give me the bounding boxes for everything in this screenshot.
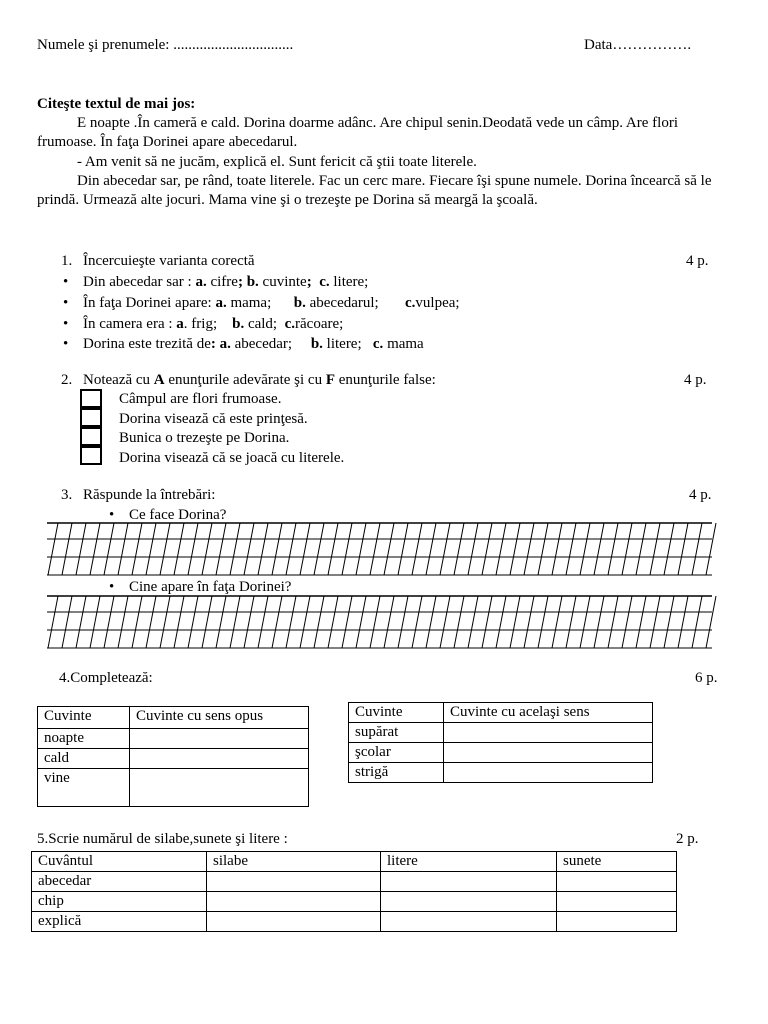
slant-line bbox=[174, 523, 184, 575]
q1-option-text[interactable]: cifre bbox=[206, 274, 238, 290]
slant-line bbox=[594, 523, 604, 575]
slant-line bbox=[272, 596, 282, 648]
q4-title: 4.Completează: bbox=[59, 670, 153, 686]
slant-line bbox=[146, 596, 156, 648]
reading-paragraph-1: E noapte .În cameră e cald. Dorina doarme adânc. Are chipul senin.Deodată vede un câmp. Are flori frumoase. În faţa Dorinei apare abecedarul. bbox=[37, 115, 678, 151]
answer-cell[interactable] bbox=[557, 892, 677, 912]
table-cell-word: cald bbox=[38, 749, 130, 769]
answer-cell[interactable] bbox=[557, 872, 677, 892]
table-header: Cuvântul bbox=[32, 852, 207, 872]
slant-line bbox=[622, 596, 632, 648]
table-header: silabe bbox=[207, 852, 381, 872]
answer-cell[interactable] bbox=[557, 912, 677, 932]
slant-line bbox=[104, 596, 114, 648]
slant-line bbox=[76, 596, 86, 648]
slant-line bbox=[594, 596, 604, 648]
answer-cell[interactable] bbox=[381, 872, 557, 892]
q1-option-text[interactable]: vulpea; bbox=[415, 295, 460, 311]
slant-line bbox=[160, 523, 170, 575]
slant-line bbox=[468, 596, 478, 648]
q1-option-stem: Din abecedar sar : bbox=[83, 274, 196, 290]
slant-line bbox=[160, 596, 170, 648]
slant-line bbox=[538, 523, 548, 575]
slant-line bbox=[622, 523, 632, 575]
q1-option-text[interactable]: . frig; bbox=[183, 316, 218, 332]
date-field-label: Data……………. bbox=[584, 37, 692, 53]
q2-letter-f: F bbox=[325, 372, 335, 388]
slant-line bbox=[314, 596, 324, 648]
slant-line bbox=[244, 523, 254, 575]
antonyms-table bbox=[37, 706, 309, 807]
table-cell-word: strigă bbox=[349, 763, 444, 783]
slant-line bbox=[314, 523, 324, 575]
slant-line bbox=[440, 596, 450, 648]
q2-number: 2. bbox=[61, 372, 73, 388]
slant-line bbox=[174, 596, 184, 648]
q3-question-1: • Ce face Dorina? bbox=[129, 506, 226, 525]
q1-option-letter[interactable]: b. bbox=[232, 316, 245, 332]
slant-line bbox=[90, 596, 100, 648]
q1-points: 4 p. bbox=[686, 253, 709, 269]
answer-cell[interactable] bbox=[444, 743, 653, 763]
q1-option-letter[interactable]: a bbox=[176, 316, 184, 332]
q1-option-text[interactable]: abecedar; bbox=[230, 336, 293, 352]
slant-line bbox=[608, 523, 618, 575]
slant-line bbox=[496, 596, 506, 648]
slant-line bbox=[384, 596, 394, 648]
q2-points: 4 p. bbox=[684, 372, 707, 388]
slant-line bbox=[230, 596, 240, 648]
slant-line bbox=[692, 596, 702, 648]
q1-option-letter[interactable]: a. bbox=[195, 274, 207, 290]
statement-3: Bunica o trezeşte pe Dorina. bbox=[119, 430, 290, 446]
slant-line bbox=[650, 523, 660, 575]
answer-cell[interactable] bbox=[130, 729, 309, 749]
q1-option-text[interactable]: mama; bbox=[226, 295, 272, 311]
slant-line bbox=[412, 523, 422, 575]
q1-option-text[interactable]: mama bbox=[383, 336, 424, 352]
slant-line bbox=[524, 523, 534, 575]
slant-line bbox=[412, 596, 422, 648]
slant-line bbox=[636, 523, 646, 575]
table-cell-word: explică bbox=[32, 912, 207, 932]
answer-cell[interactable] bbox=[207, 892, 381, 912]
q1-option-text[interactable]: litere; bbox=[329, 274, 369, 290]
slant-line bbox=[440, 523, 450, 575]
slant-line bbox=[258, 596, 268, 648]
slant-line bbox=[188, 596, 198, 648]
slant-line bbox=[706, 523, 716, 575]
q5-points: 2 p. bbox=[676, 831, 699, 847]
slant-line bbox=[706, 596, 716, 648]
slant-line bbox=[636, 596, 646, 648]
writing-area-1[interactable] bbox=[47, 523, 716, 575]
slant-line bbox=[300, 523, 310, 575]
q1-option-letter[interactable]: a. bbox=[215, 295, 227, 311]
table-cell-word: şcolar bbox=[349, 743, 444, 763]
name-field-label: Numele şi prenumele: ................................ bbox=[37, 37, 294, 53]
q1-option-letter[interactable]: c. bbox=[284, 316, 296, 332]
table-header: Cuvinte cu sens opus bbox=[130, 707, 309, 729]
q1-option-letter[interactable]: c. bbox=[404, 295, 416, 311]
slant-line bbox=[664, 596, 674, 648]
answer-cell[interactable] bbox=[207, 912, 381, 932]
slant-line bbox=[48, 596, 58, 648]
q3-question-2: • Cine apare în faţa Dorinei? bbox=[129, 578, 291, 597]
slant-line bbox=[132, 523, 142, 575]
q1-option-stem: În faţa Dorinei apare: bbox=[83, 295, 216, 311]
answer-cell[interactable] bbox=[381, 892, 557, 912]
q1-option-letter[interactable]: c. bbox=[319, 274, 330, 290]
slant-line bbox=[328, 596, 338, 648]
table-cell-word: noapte bbox=[38, 729, 130, 749]
slant-line bbox=[664, 523, 674, 575]
slant-line bbox=[272, 523, 282, 575]
slant-line bbox=[300, 596, 310, 648]
answer-cell[interactable] bbox=[130, 769, 309, 807]
slant-line bbox=[132, 596, 142, 648]
table-cell-word: supărat bbox=[349, 723, 444, 743]
q1-option-text[interactable]: abecedarul; bbox=[305, 295, 379, 311]
q3-points: 4 p. bbox=[689, 487, 712, 503]
reading-title: Citeşte textul de mai jos: bbox=[37, 96, 196, 112]
slant-line bbox=[356, 523, 366, 575]
reading-paragraph-2: - Am venit să ne jucăm, explică el. Sunt fericit că ştii toate literele. bbox=[77, 154, 477, 170]
slant-line bbox=[328, 523, 338, 575]
q5-title: 5.Scrie numărul de silabe,sunete şi litere : bbox=[37, 831, 288, 847]
q1-title: Încercuieşte varianta corectă bbox=[83, 253, 255, 269]
answer-cell[interactable] bbox=[207, 872, 381, 892]
slant-line bbox=[552, 523, 562, 575]
slant-line bbox=[342, 523, 352, 575]
q1-number: 1. bbox=[61, 253, 73, 269]
slant-line bbox=[524, 596, 534, 648]
table-cell-word: abecedar bbox=[32, 872, 207, 892]
slant-line bbox=[468, 523, 478, 575]
slant-line bbox=[216, 523, 226, 575]
slant-line bbox=[370, 596, 380, 648]
slant-line bbox=[286, 596, 296, 648]
slant-line bbox=[384, 523, 394, 575]
slant-line bbox=[62, 523, 72, 575]
q1-option-text[interactable]: litere; bbox=[322, 336, 362, 352]
slant-line bbox=[482, 596, 492, 648]
q1-option-stem: În camera era : bbox=[83, 316, 177, 332]
slant-line bbox=[76, 523, 86, 575]
q1-option-letter[interactable]: c. bbox=[372, 336, 384, 352]
answer-cell[interactable] bbox=[444, 723, 653, 743]
slant-line bbox=[650, 596, 660, 648]
statement-4: Dorina visează că se joacă cu literele. bbox=[119, 450, 345, 466]
slant-line bbox=[118, 596, 128, 648]
q2-title-part: enunţurile false: bbox=[335, 372, 436, 388]
q3-number: 3. bbox=[61, 487, 73, 503]
q1-option-letter[interactable]: b. bbox=[310, 336, 323, 352]
slant-line bbox=[678, 596, 688, 648]
q2-letter-a: A bbox=[153, 372, 165, 388]
table-header: Cuvinte bbox=[349, 703, 444, 723]
slant-line bbox=[566, 596, 576, 648]
q2-title-part: Notează cu bbox=[83, 372, 154, 388]
slant-line bbox=[118, 523, 128, 575]
slant-line bbox=[510, 596, 520, 648]
slant-line bbox=[454, 523, 464, 575]
q4-points: 6 p. bbox=[695, 670, 718, 686]
slant-line bbox=[370, 523, 380, 575]
slant-line bbox=[496, 523, 506, 575]
slant-line bbox=[482, 523, 492, 575]
slant-line bbox=[286, 523, 296, 575]
slant-line bbox=[580, 523, 590, 575]
slant-line bbox=[146, 523, 156, 575]
q2-title-part: enunţurile adevărate şi cu bbox=[164, 372, 326, 388]
q1-option-stem: Dorina este trezită de bbox=[83, 336, 211, 352]
reading-paragraph-3: Din abecedar sar, pe rând, toate literele. Fac un cerc mare. Fiecare îşi spune numele. Dorina încearcă să le prindă. Urmează alte jocuri. Mama vine şi o trezeşte pe Dorina să meargă la şcoală. bbox=[37, 173, 712, 209]
slant-line bbox=[202, 596, 212, 648]
table-header: litere bbox=[381, 852, 557, 872]
q1-option-text[interactable]: cuvinte bbox=[258, 274, 307, 290]
q1-option-letter[interactable]: b. bbox=[246, 274, 259, 290]
slant-line bbox=[342, 596, 352, 648]
slant-line bbox=[62, 596, 72, 648]
table-header: Cuvinte cu acelaşi sens bbox=[444, 703, 653, 723]
table-cell-word: vine bbox=[38, 769, 130, 807]
slant-line bbox=[580, 596, 590, 648]
slant-line bbox=[202, 523, 212, 575]
slant-line bbox=[454, 596, 464, 648]
table-header: Cuvinte bbox=[38, 707, 130, 729]
slant-line bbox=[398, 523, 408, 575]
slant-line bbox=[356, 596, 366, 648]
slant-line bbox=[426, 596, 436, 648]
slant-line bbox=[188, 523, 198, 575]
slant-line bbox=[90, 523, 100, 575]
q3-title: Răspunde la întrebări: bbox=[83, 487, 216, 503]
writing-area-2[interactable] bbox=[47, 596, 716, 648]
q1-option-letter[interactable]: b. bbox=[293, 295, 306, 311]
slant-line bbox=[608, 596, 618, 648]
answer-cell[interactable] bbox=[444, 763, 653, 783]
slant-line bbox=[566, 523, 576, 575]
slant-line bbox=[538, 596, 548, 648]
slant-line bbox=[426, 523, 436, 575]
synonyms-table bbox=[348, 702, 653, 783]
q1-option-separator: ; bbox=[306, 274, 320, 290]
slant-line bbox=[678, 523, 688, 575]
slant-line bbox=[230, 523, 240, 575]
q1-option-text[interactable]: răcoare; bbox=[295, 316, 344, 332]
statement-1: Câmpul are flori frumoase. bbox=[119, 391, 282, 407]
slant-line bbox=[244, 596, 254, 648]
slant-line bbox=[552, 596, 562, 648]
q1-option-letter[interactable]: a. bbox=[219, 336, 231, 352]
q1-option-letter[interactable]: : bbox=[210, 336, 216, 352]
answer-cell[interactable] bbox=[381, 912, 557, 932]
slant-line bbox=[510, 523, 520, 575]
slant-line bbox=[258, 523, 268, 575]
slant-line bbox=[104, 523, 114, 575]
table-header: sunete bbox=[557, 852, 677, 872]
answer-cell[interactable] bbox=[130, 749, 309, 769]
slant-line bbox=[216, 596, 226, 648]
q1-option-separator: ; bbox=[237, 274, 247, 290]
slant-line bbox=[692, 523, 702, 575]
syllables-table bbox=[31, 851, 677, 932]
slant-line bbox=[398, 596, 408, 648]
slant-line bbox=[48, 523, 58, 575]
statement-2: Dorina visează că este prinţesă. bbox=[119, 411, 308, 427]
table-cell-word: chip bbox=[32, 892, 207, 912]
q1-option-text[interactable]: cald; bbox=[244, 316, 278, 332]
